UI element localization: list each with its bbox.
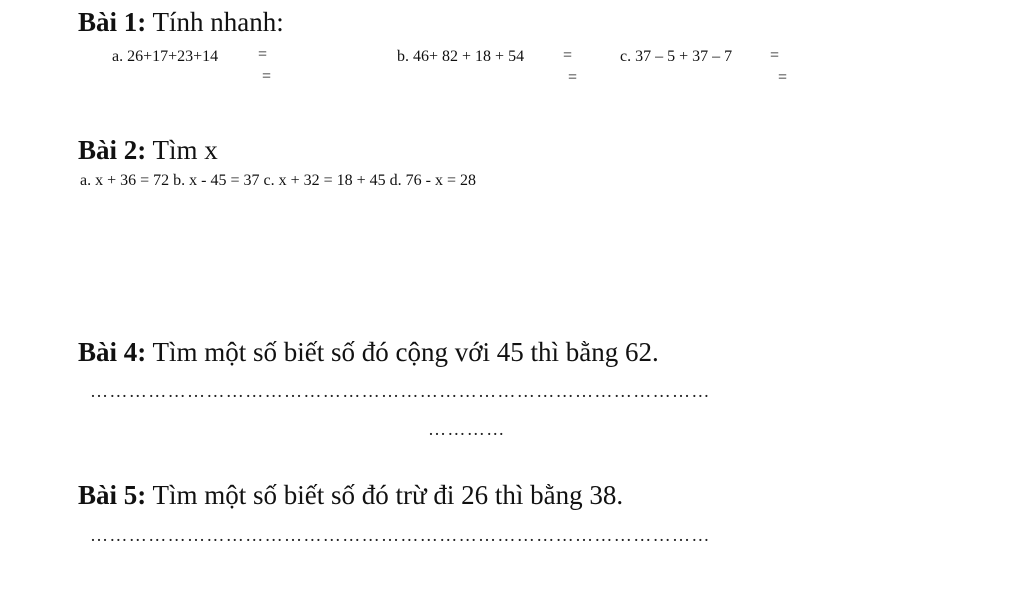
bai1-item-a-prefix: a. <box>112 48 124 65</box>
bai1-heading <box>78 6 284 38</box>
bai5-label: Bài 5: <box>78 480 147 510</box>
bai2-equations: a. x + 36 = 72 b. x - 45 = 37 c. x + 32 = 18 + 45 d. 76 - x = 28 <box>80 172 477 189</box>
bai4-text: Tìm một số biết số đó cộng với 45 thì bằng 62. <box>152 337 659 367</box>
bai1-item-a-expr: 26+17+23+14 <box>127 48 219 65</box>
bai1-item-c-expr: 37 – 5 + 37 – 7 <box>635 48 733 65</box>
bai5-text: Tìm một số biết số đó trừ đi 26 thì bằng 38. <box>152 480 624 510</box>
bai2-title: Tìm x <box>152 135 218 165</box>
bai1-title: Tính nhanh: <box>152 7 284 37</box>
bai1-item-b-equals-2: = <box>568 69 578 86</box>
bai1-item-c-prefix: c. <box>620 48 632 65</box>
bai4-answer-line-2: ………… <box>428 419 506 439</box>
bai4-label: Bài 4: <box>78 337 147 367</box>
bai4-answer-line-1: …………………………………………………………………………………… <box>90 381 711 401</box>
bai1-item-a-equals-2: = <box>262 68 272 85</box>
bai1-item-c-equals-1: = <box>770 47 780 64</box>
bai1-item-c <box>620 47 732 67</box>
bai1-item-c-equals-2: = <box>778 69 788 86</box>
bai2-heading <box>78 134 218 166</box>
bai1-label: Bài 1: <box>78 7 147 37</box>
bai1-item-b-prefix: b. <box>397 48 409 65</box>
bai4-heading <box>78 336 659 368</box>
bai1-item-b-expr: 46+ 82 + 18 + 54 <box>413 48 525 65</box>
bai1-item-b <box>397 47 524 67</box>
bai1-item-a-equals-1: = <box>258 46 268 63</box>
bai5-answer-line-1: …………………………………………………………………………………… <box>90 525 711 545</box>
bai1-item-a <box>112 47 218 67</box>
bai5-heading <box>78 479 623 511</box>
bai1-item-b-equals-1: = <box>563 47 573 64</box>
bai2-label: Bài 2: <box>78 135 147 165</box>
